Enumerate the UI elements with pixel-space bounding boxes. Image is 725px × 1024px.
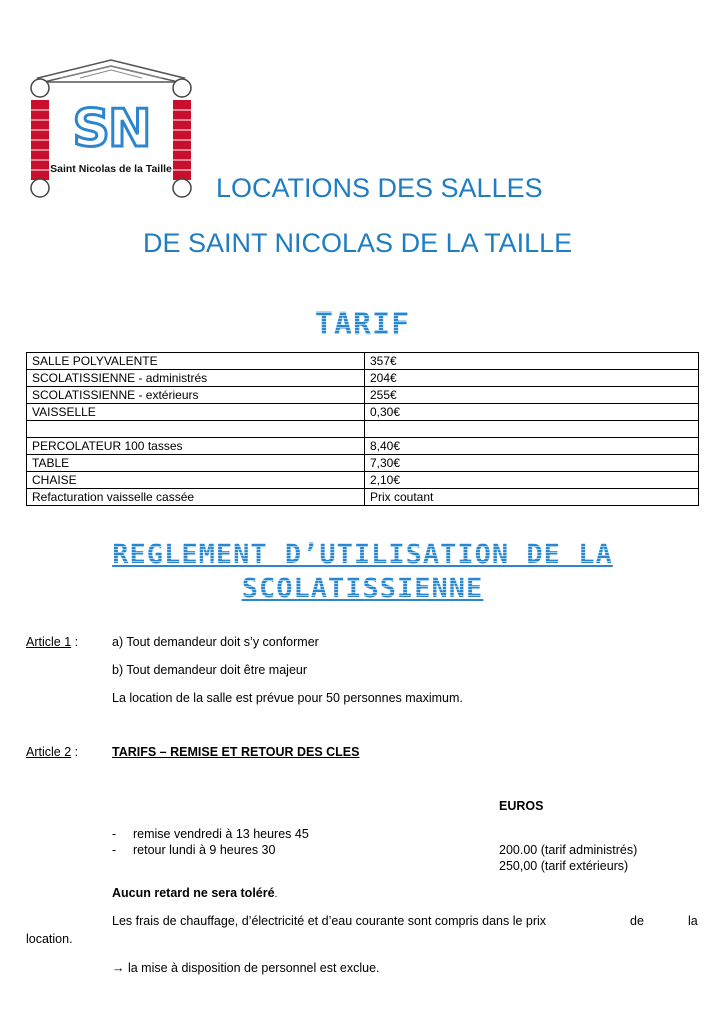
table-row <box>27 438 699 455</box>
table-cell-label: Refacturation vaisselle cassée <box>27 489 365 506</box>
table-row <box>27 353 699 370</box>
frais-text: Les frais de chauffage, d’électricité et d’eau courante sont compris dans le prix <box>112 914 547 928</box>
table-cell-value: Prix coutant <box>365 489 699 506</box>
reglement-title <box>0 538 725 606</box>
article2-label: Article 2 : <box>26 745 79 759</box>
tarif-title: TARIF <box>314 307 411 342</box>
table-cell-label: VAISSELLE <box>27 404 365 421</box>
table-cell-value: 7,30€ <box>365 455 699 472</box>
price-exterieurs: 250,00 (tarif extérieurs) <box>499 859 629 873</box>
table-cell-label: CHAISE <box>27 472 365 489</box>
table-cell-value <box>365 421 699 438</box>
table-cell-value: 2,10€ <box>365 472 699 489</box>
reglement-title-line1: REGLEMENT D’UTILISATION DE LA <box>0 538 725 572</box>
retour-text: retour lundi à 9 heures 30 <box>133 843 276 857</box>
bullet-dash: - <box>112 843 117 857</box>
table-row <box>27 421 699 438</box>
table-row <box>27 455 699 472</box>
article2-heading: TARIFS – REMISE ET RETOUR DES CLES <box>112 745 360 759</box>
table-row <box>27 387 699 404</box>
logo <box>20 58 202 202</box>
frais-de: de <box>630 914 644 928</box>
svg-text:Saint Nicolas de la Taille: Saint Nicolas de la Taille <box>50 163 172 175</box>
table-row <box>27 404 699 421</box>
svg-text:SN: SN <box>72 99 150 159</box>
article1-a: a) Tout demandeur doit s’y conformer <box>112 635 319 649</box>
personnel-line: → la mise à disposition de personnel est exclue. <box>112 961 380 975</box>
table-cell-label: SCOLATISSIENNE - administrés <box>27 370 365 387</box>
table-cell-label: TABLE <box>27 455 365 472</box>
frais-cont: location. <box>26 932 73 946</box>
article1-c: La location de la salle est prévue pour 50 personnes maximum. <box>112 691 463 705</box>
frais-la: la <box>688 914 698 928</box>
page-title-line2: DE SAINT NICOLAS DE LA TAILLE <box>143 228 573 258</box>
table-cell-label <box>27 421 365 438</box>
table-cell-label: SCOLATISSIENNE - extérieurs <box>27 387 365 404</box>
retard-notice: Aucun retard ne sera toléré. <box>112 886 278 900</box>
table-cell-label: PERCOLATEUR 100 tasses <box>27 438 365 455</box>
remise-text: remise vendredi à 13 heures 45 <box>133 827 309 841</box>
table-cell-value: 255€ <box>365 387 699 404</box>
reglement-title-line2: SCOLATISSIENNE <box>0 572 725 606</box>
euros-header: EUROS <box>499 799 544 813</box>
tarif-table <box>26 352 699 506</box>
article1-label: Article 1 : <box>26 635 79 649</box>
table-cell-value: 8,40€ <box>365 438 699 455</box>
table-row <box>27 472 699 489</box>
page-title-line1: LOCATIONS DES SALLES <box>216 173 543 203</box>
arrow-icon: → <box>112 961 125 975</box>
price-administres: 200.00 (tarif administrés) <box>499 843 638 857</box>
article1-b: b) Tout demandeur doit être majeur <box>112 663 308 677</box>
table-row <box>27 489 699 506</box>
table-cell-label: SALLE POLYVALENTE <box>27 353 365 370</box>
table-cell-value: 204€ <box>365 370 699 387</box>
bullet-dash: - <box>112 827 117 841</box>
table-row <box>27 370 699 387</box>
table-cell-value: 357€ <box>365 353 699 370</box>
table-cell-value: 0,30€ <box>365 404 699 421</box>
